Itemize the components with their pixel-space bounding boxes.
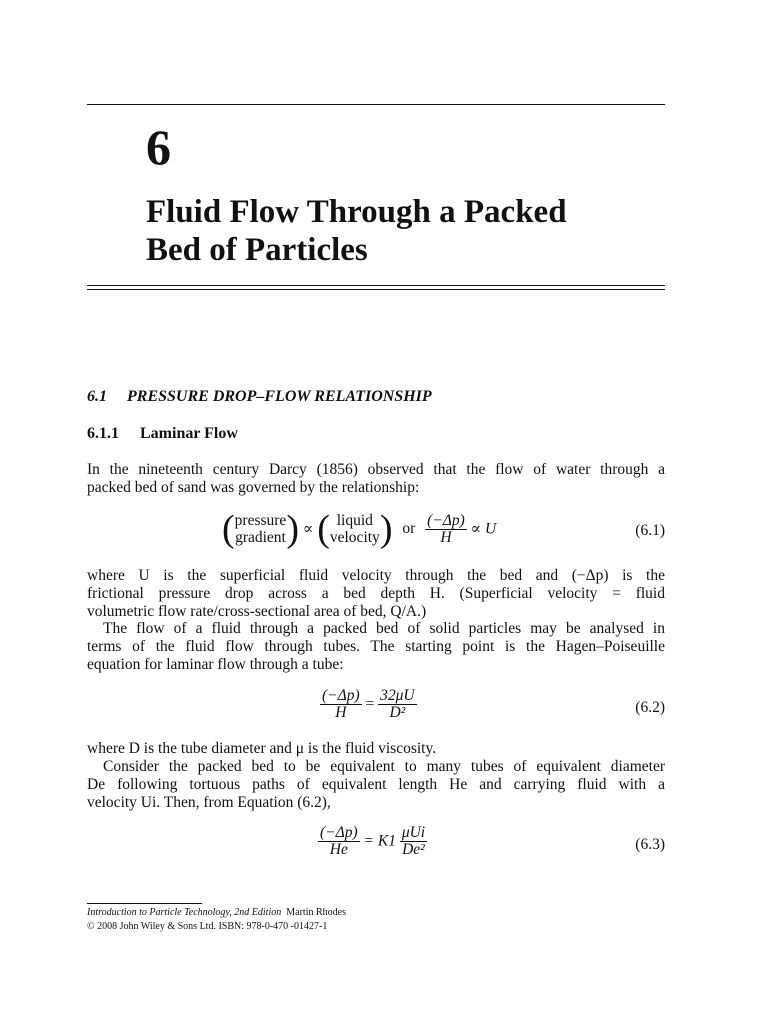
stack-top: pressure <box>234 512 287 529</box>
equals-sign: = <box>365 695 375 713</box>
right-paren: ) <box>286 508 299 550</box>
fraction-numerator: (−Δp) <box>320 824 358 841</box>
equation-label: (6.3) <box>635 836 665 853</box>
stack-bottom: velocity <box>329 529 380 546</box>
title-double-rule-top <box>87 285 665 286</box>
footnote-copyright: © 2008 John Wiley & Sons Ltd. ISBN: 978-0-470 -01427-1 <box>87 921 328 932</box>
stack-bottom: gradient <box>235 529 286 546</box>
paragraph-line: where U is the superficial fluid velocity through the bed and (−Δp) is the <box>87 567 665 584</box>
fraction-numerator: μUi <box>401 824 426 841</box>
equation-label: (6.2) <box>635 699 665 716</box>
top-rule <box>87 104 665 105</box>
paragraph-line: velocity Ui. Then, from Equation (6.2), <box>87 794 331 811</box>
fraction-numerator: (−Δp) <box>427 511 465 529</box>
fraction-denominator: H <box>335 704 347 721</box>
paragraph-line: Consider the packed bed to be equivalent to many tubes of equivalent diameter <box>103 758 665 775</box>
paragraph-line: packed bed of sand was governed by the relationship: <box>87 479 420 496</box>
chapter-title <box>146 193 706 269</box>
equals-coefficient: = K1 <box>363 832 396 850</box>
equation-label: (6.1) <box>635 522 665 539</box>
proportional-symbol: ∝ <box>302 520 314 538</box>
section-heading <box>87 388 432 406</box>
paragraph-line: The flow of a fluid through a packed bed of solid particles may be analysed in <box>103 620 665 637</box>
section-number: 6.1 <box>87 388 107 405</box>
title-double-rule-bottom <box>87 289 665 290</box>
paragraph-line: In the nineteenth century Darcy (1856) observed that the flow of water through a <box>87 461 665 478</box>
fraction <box>320 688 362 721</box>
footnote-book-line <box>87 907 346 919</box>
equation-6-3 <box>318 825 427 858</box>
paragraph-line: where D is the tube diameter and μ is the fluid viscosity. <box>87 740 437 757</box>
section-title: PRESSURE DROP–FLOW RELATIONSHIP <box>127 388 432 405</box>
equation-6-2 <box>320 688 417 721</box>
paragraph-3 <box>87 620 665 674</box>
fraction-numerator: 32μU <box>380 687 415 704</box>
fraction-numerator: (−Δp) <box>322 687 360 704</box>
right-paren: ) <box>379 508 393 550</box>
footnote-author: Martin Rhodes <box>286 907 346 918</box>
rhs: ∝ U <box>470 520 497 538</box>
paragraph-line: frictional pressure drop across a bed depth H. (Superficial velocity = fluid <box>87 585 665 602</box>
fraction <box>400 825 427 858</box>
or-word: or <box>402 520 416 537</box>
chapter-title-line-1: Fluid Flow Through a Packed <box>146 194 567 230</box>
subsection-number: 6.1.1 <box>87 425 119 442</box>
paragraph-4 <box>87 740 665 758</box>
fraction-denominator: D² <box>389 704 406 721</box>
paragraph-line: terms of the fluid flow through tubes. The starting point is the Hagen–Poiseuille <box>87 638 665 655</box>
fraction-denominator: De² <box>402 841 425 858</box>
stack-top: liquid <box>336 512 373 529</box>
paragraph-2 <box>87 567 665 621</box>
fraction-denominator: He <box>329 841 348 858</box>
paragraph-line: equation for laminar flow through a tube: <box>87 656 344 673</box>
paragraph-line: De following tortuous paths of equivalent length He and carrying fluid with a <box>87 776 665 793</box>
footnote-rule <box>87 903 202 904</box>
fraction <box>425 513 467 546</box>
paragraph-1 <box>87 461 665 497</box>
subsection-heading <box>87 425 238 443</box>
equation-6-1 <box>222 510 496 548</box>
fraction-denominator: H <box>440 528 452 546</box>
chapter-title-line-2: Bed of Particles <box>146 232 368 268</box>
liquid-velocity-stack <box>330 512 380 546</box>
left-paren: ( <box>317 508 330 550</box>
subsection-title: Laminar Flow <box>140 425 238 442</box>
fraction <box>318 825 360 858</box>
left-paren: ( <box>222 508 235 550</box>
paragraph-5 <box>87 758 665 812</box>
paragraph-line: volumetric flow rate/cross-sectional area of bed, Q/A.) <box>87 603 427 620</box>
chapter-number: 6 <box>146 119 171 175</box>
fraction <box>378 688 416 721</box>
pressure-gradient-stack <box>235 512 287 546</box>
footnote-book-title: Introduction to Particle Technology, 2nd Edition <box>87 907 282 918</box>
